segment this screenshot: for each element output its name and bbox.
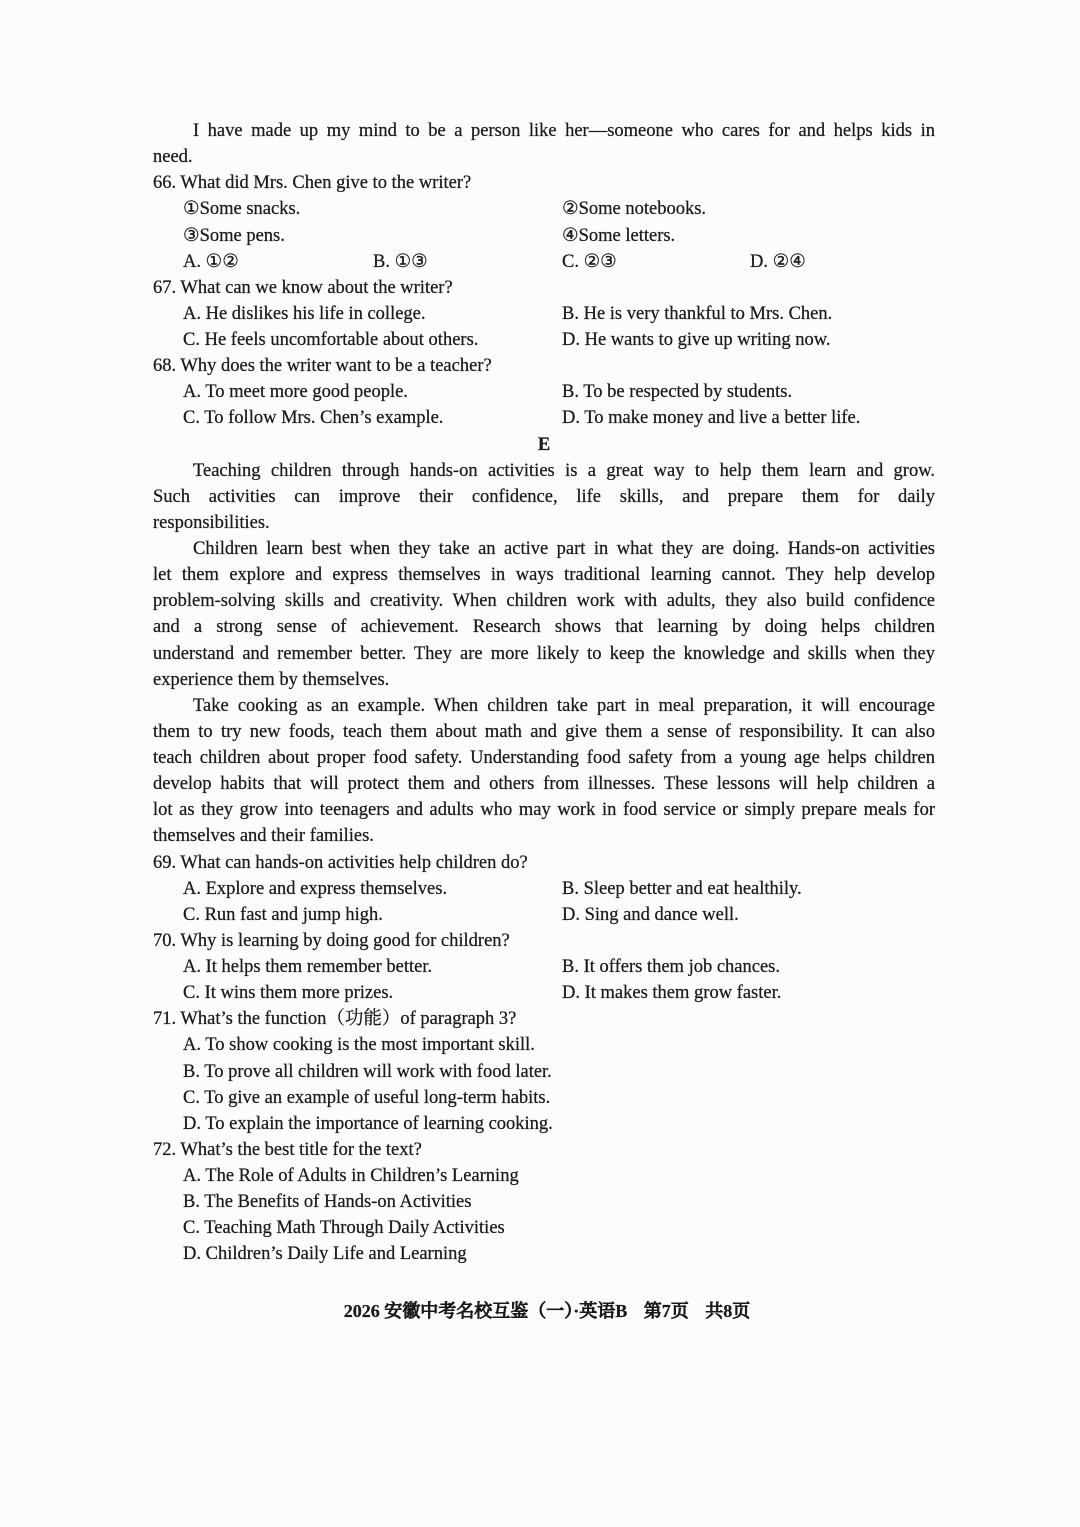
option-row <box>153 876 935 902</box>
text-line: them to try new foods, teach them about math and give them a sense of responsibility. It can also <box>153 721 935 742</box>
item-row <box>153 223 935 249</box>
option-a: A. He dislikes his life in college. <box>183 303 426 324</box>
question-stem: 67. What can we know about the writer? <box>153 277 453 298</box>
option-d: D. Children’s Daily Life and Learning <box>183 1244 467 1265</box>
option-b: B. Sleep better and eat healthily. <box>562 878 802 899</box>
question-stem: 70. Why is learning by doing good for children? <box>153 930 510 951</box>
option-c: C. Run fast and jump high. <box>183 904 383 925</box>
option-a: A. To meet more good people. <box>183 382 408 403</box>
option-d: D. He wants to give up writing now. <box>562 330 831 350</box>
option-row <box>153 902 935 928</box>
footer-total-pages: 共8页 <box>705 1301 751 1321</box>
text-line: Take cooking as an example. When children take part in meal preparation, it will encourage <box>193 695 935 716</box>
option-a: A. It helps them remember better. <box>183 957 433 977</box>
text-line: let them explore and express themselves in ways traditional learning cannot. They help develop <box>153 565 935 586</box>
option-b: B. He is very thankful to Mrs. Chen. <box>562 303 833 324</box>
passage-d-closing-paragraph <box>153 118 935 170</box>
question-66 <box>153 170 935 275</box>
text-line: Teaching children through hands-on activities is a great way to help them learn and grow. <box>193 460 935 481</box>
item: ①Some snacks. <box>183 199 301 220</box>
option-row <box>153 249 935 275</box>
option-b: B. To prove all children will work with food later. <box>183 1061 552 1082</box>
option-a: A. To show cooking is the most important skill. <box>183 1035 535 1056</box>
text-line: need. <box>153 147 193 168</box>
passage-e-paragraph-3 <box>153 693 935 850</box>
question-stem: 71. What’s the function（功能）of paragraph 3? <box>153 1009 517 1030</box>
option-c: C. He feels uncomfortable about others. <box>183 330 479 350</box>
item: ④Some letters. <box>562 225 676 246</box>
option-d: D. Sing and dance well. <box>562 904 739 925</box>
option-c: C. To give an example of useful long-term habits. <box>183 1087 551 1108</box>
question-stem: 68. Why does the writer want to be a teacher? <box>153 356 492 377</box>
question-stem: 66. What did Mrs. Chen give to the writer? <box>153 173 472 194</box>
option-c: C. ②③ <box>562 251 617 272</box>
text-line: responsibilities. <box>153 512 270 533</box>
option-row <box>153 379 935 405</box>
item: ③Some pens. <box>183 225 285 246</box>
option-c: C. It wins them more prizes. <box>183 983 394 1004</box>
option-row <box>153 327 935 353</box>
text-line: problem-solving skills and creativity. When children work with adults, they also build confidence <box>153 591 935 612</box>
option-b: B. It offers them job chances. <box>562 957 780 977</box>
question-68 <box>153 353 935 431</box>
passage-e-heading: E <box>537 434 551 455</box>
text-line: lot as they grow into teenagers and adults who may work in food service or simply prepare meals for <box>153 800 935 821</box>
text-line: develop habits that will protect them and others from illnesses. These lessons will help children a <box>153 774 935 795</box>
option-d: D. ②④ <box>750 251 806 272</box>
option-d: D. To make money and live a better life. <box>562 408 861 429</box>
text-line: experience them by themselves. <box>153 669 390 690</box>
question-70 <box>153 928 935 1006</box>
passage-e-paragraph-2 <box>153 536 935 693</box>
option-d: D. To explain the importance of learning cooking. <box>183 1113 553 1134</box>
option-a: A. The Role of Adults in Children’s Learning <box>183 1166 519 1186</box>
question-stem: 69. What can hands-on activities help children do? <box>153 852 528 873</box>
text-line: themselves and their families. <box>153 826 374 847</box>
passage-e-paragraph-1 <box>153 458 935 536</box>
question-72 <box>153 1137 935 1268</box>
text-line: understand and remember better. They are more likely to keep the knowledge and skills when they <box>153 643 935 664</box>
option-row <box>153 954 935 980</box>
option-b: B. The Benefits of Hands-on Activities <box>183 1192 472 1213</box>
option-c: C. Teaching Math Through Daily Activities <box>183 1218 505 1239</box>
option-b: B. To be respected by students. <box>562 382 793 403</box>
option-row <box>153 980 935 1006</box>
option-d: D. It makes them grow faster. <box>562 983 782 1004</box>
option-row <box>153 405 935 431</box>
question-67 <box>153 275 935 353</box>
page-content <box>153 118 935 1268</box>
option-b: B. ①③ <box>373 251 428 272</box>
text-line: I have made up my mind to be a person like her—someone who cares for and helps kids in <box>193 121 935 141</box>
option-c: C. To follow Mrs. Chen’s example. <box>183 408 444 429</box>
text-line: teach children about proper food safety. Understanding food safety from a young age helps children <box>153 748 935 768</box>
page-footer <box>0 1298 1080 1324</box>
item-row <box>153 196 935 222</box>
option-a: A. ①② <box>183 251 239 272</box>
text-line: and a strong sense of achievement. Research shows that learning by doing helps children <box>153 617 935 638</box>
question-stem: 72. What’s the best title for the text? <box>153 1139 422 1160</box>
footer-title: 2026 安徽中考名校互鉴（一）·英语B <box>343 1301 628 1321</box>
text-line: Children learn best when they take an active part in what they are doing. Hands-on activities <box>193 539 935 559</box>
option-a: A. Explore and express themselves. <box>183 878 448 899</box>
item: ②Some notebooks. <box>562 199 707 220</box>
question-71 <box>153 1006 935 1137</box>
option-row <box>153 301 935 327</box>
text-line: Such activities can improve their confidence, life skills, and prepare them for daily <box>153 486 935 507</box>
question-69 <box>153 850 935 928</box>
footer-page-number: 第7页 <box>643 1301 689 1321</box>
